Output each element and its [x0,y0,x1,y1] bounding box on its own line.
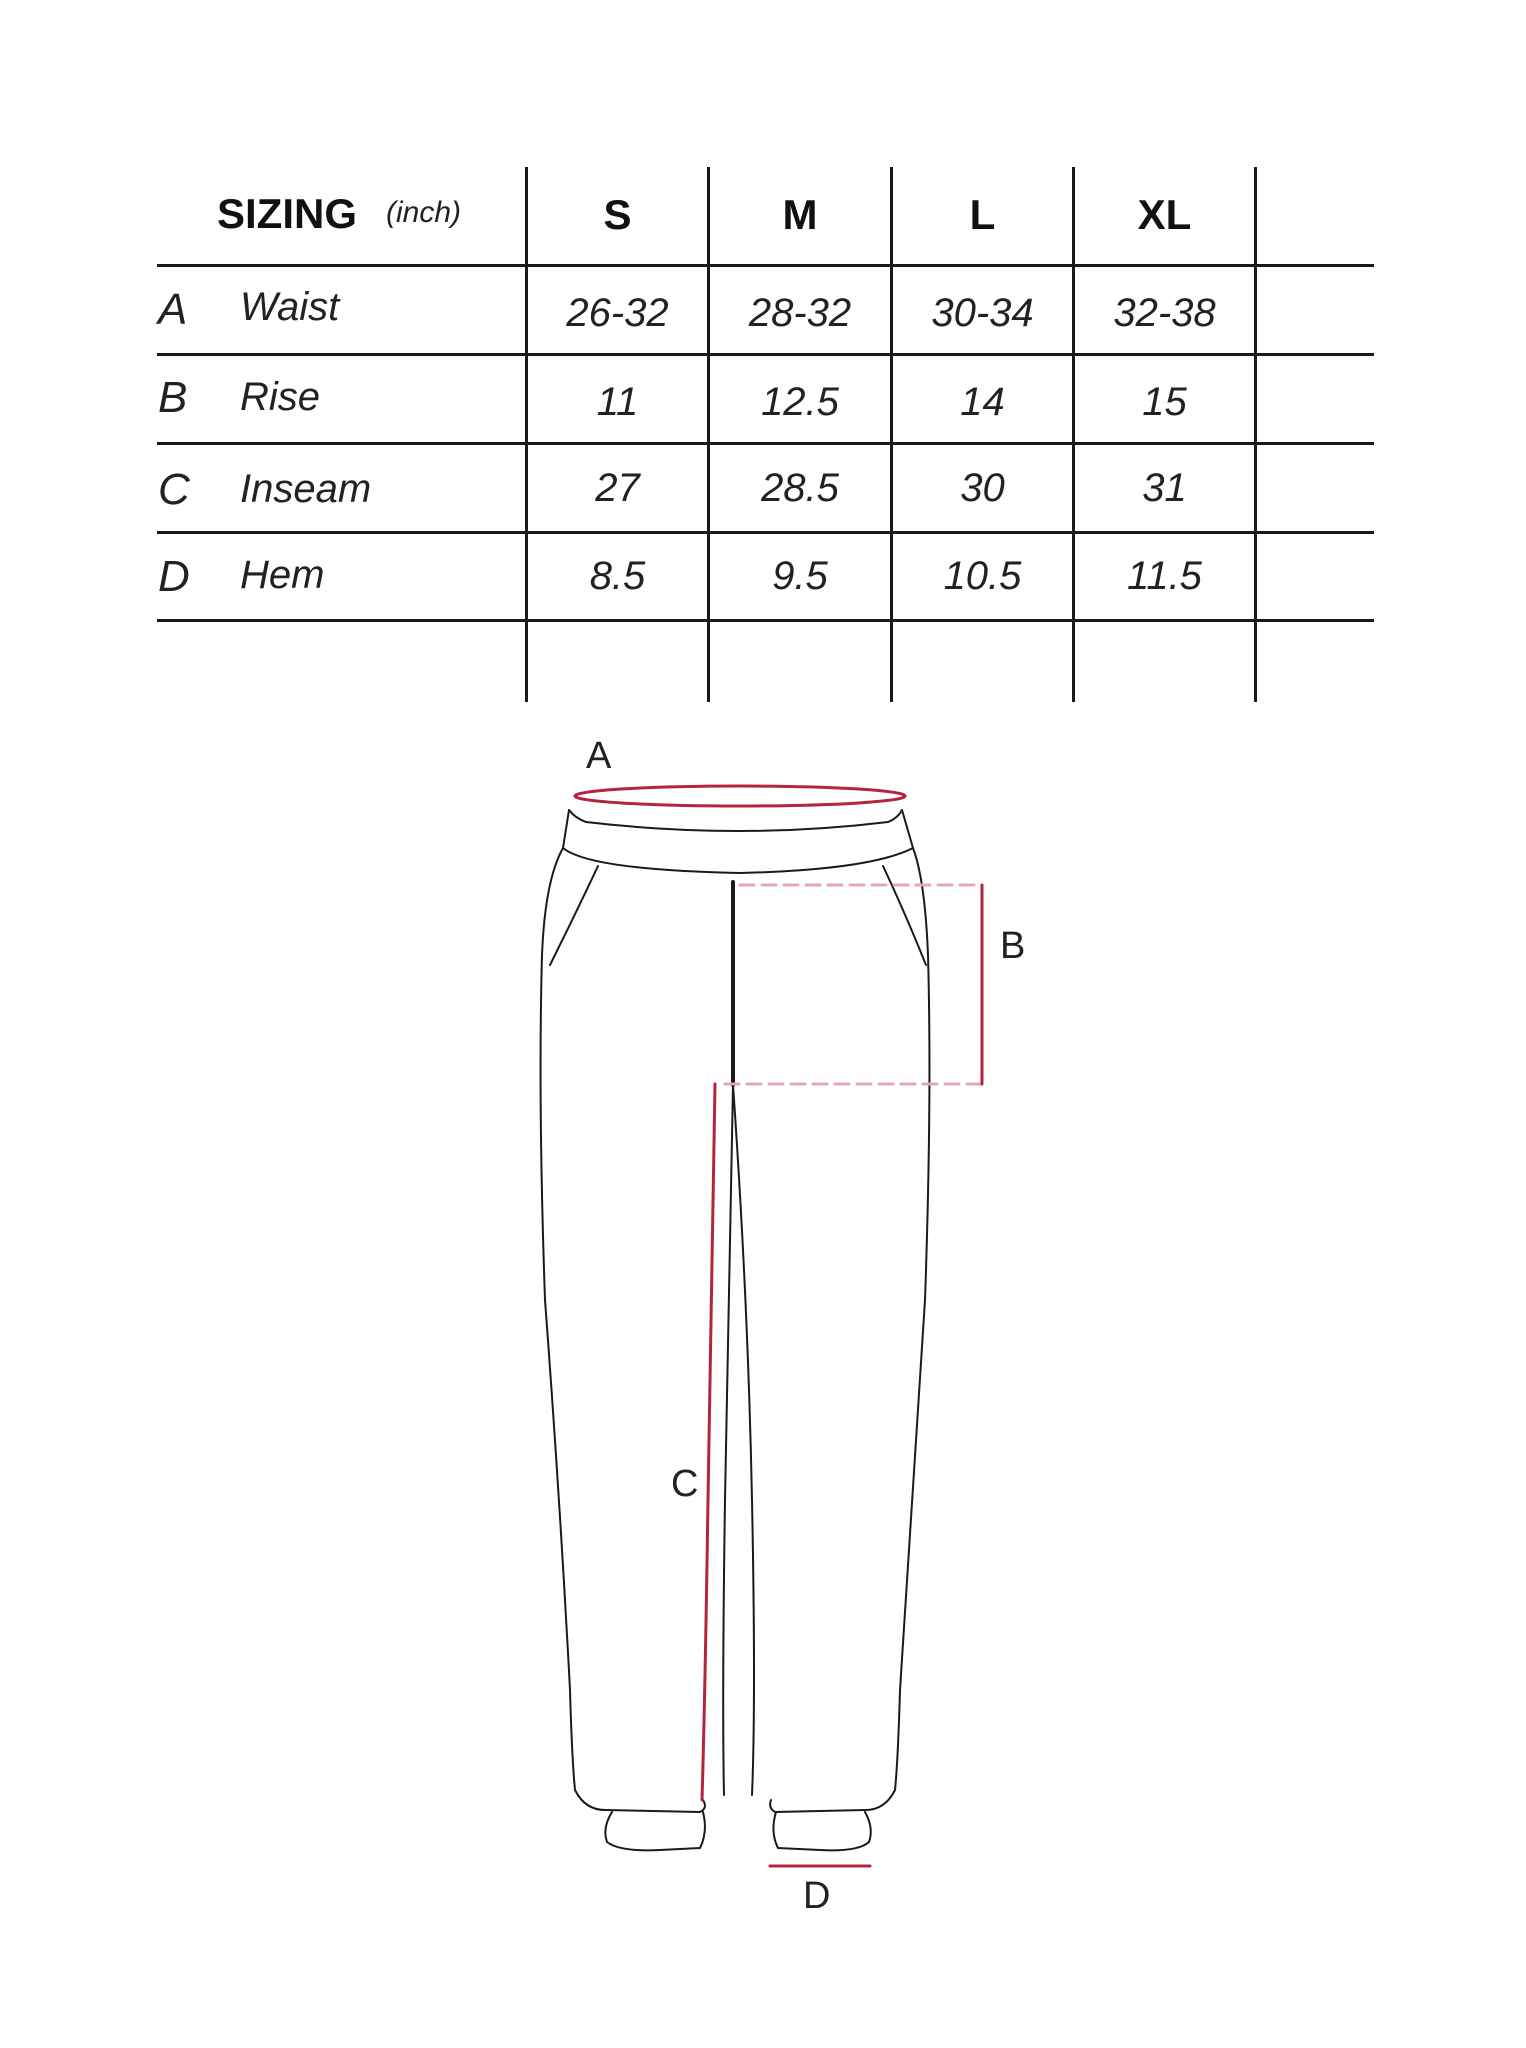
table-cell: 11.5 [1127,553,1202,598]
waist-measure-ellipse [575,786,905,806]
label-a: A [586,735,612,777]
table-title: SIZING [217,190,358,237]
table-cell: 28-32 [748,290,852,335]
table-cell: 31 [1142,465,1187,510]
size-header-xl: XL [1137,191,1192,238]
row-name-hem: Hem [240,553,325,597]
table-cell: 11 [596,379,639,424]
table-cell: 28.5 [761,465,839,510]
size-header-l: L [969,191,996,238]
label-b: B [1000,925,1026,967]
row-letter-a: A [158,285,188,334]
table-cell: 10.5 [943,553,1022,598]
table-cell: 9.5 [772,553,828,598]
row-letter-b: B [158,373,188,422]
size-header-m: M [782,191,818,238]
table-cell: 30 [960,465,1005,510]
label-d: D [803,1875,831,1917]
right-pocket-outline [883,866,926,965]
row-name-waist: Waist [240,285,340,329]
right-leg-outline [770,848,929,1812]
right-inseam-outline [733,1085,754,1795]
left-cuff-outline [605,1812,705,1850]
label-c: C [671,1463,699,1505]
table-cell: 14 [960,379,1005,424]
left-pocket-outline [550,866,598,965]
row-letter-c: C [158,465,190,514]
table-cell: 26-32 [566,290,669,335]
size-header-s: S [603,191,632,238]
waistband-outline [563,810,913,873]
row-letter-d: D [158,552,190,601]
table-cell: 8.5 [589,553,646,598]
table-cell: 27 [595,465,640,510]
row-name-rise: Rise [240,375,321,419]
inseam-measure-line [702,1084,715,1800]
table-cell: 32-38 [1113,290,1216,335]
row-name-inseam: Inseam [240,467,372,511]
table-cell: 15 [1142,379,1187,424]
table-cell: 12.5 [761,379,839,424]
left-inseam-outline [723,1085,733,1795]
table-unit: (inch) [386,196,462,229]
right-cuff-outline [773,1812,870,1850]
table-cell: 30-34 [931,290,1034,335]
waistband-outline [569,810,902,831]
left-leg-outline [541,848,705,1812]
